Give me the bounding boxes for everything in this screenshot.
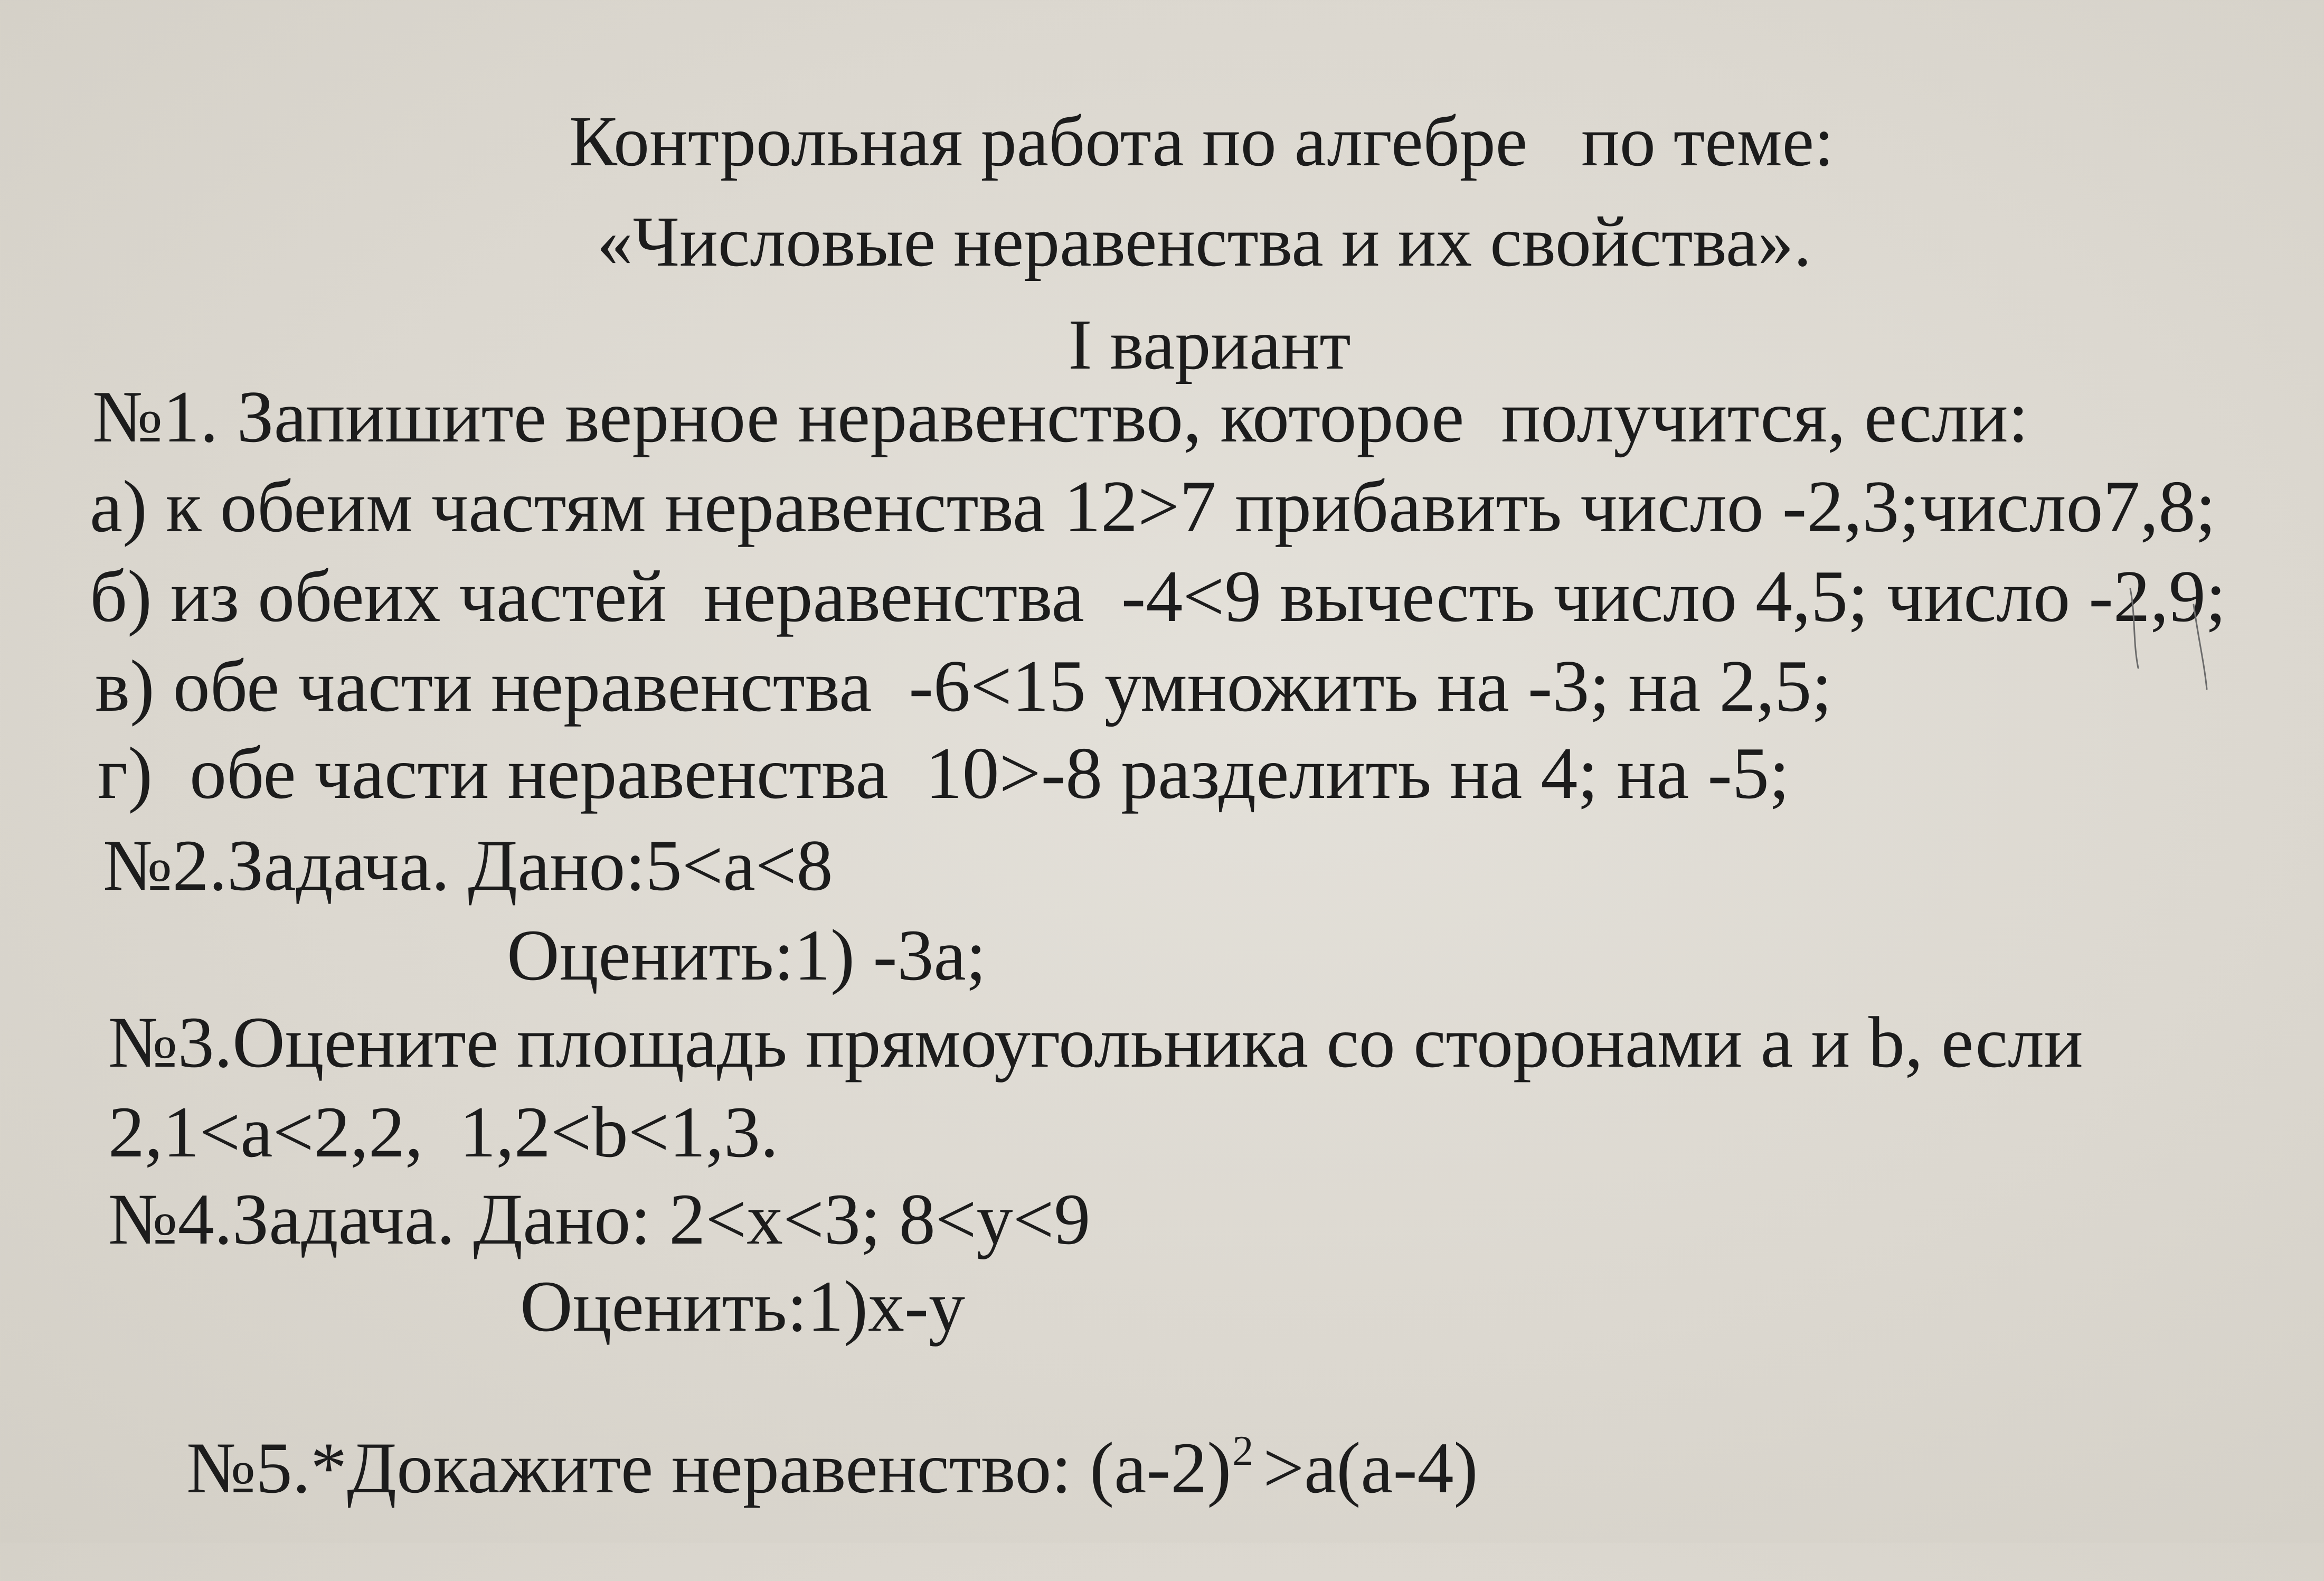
task4-estimate: Оценить:1)x-y <box>520 1266 965 1347</box>
task1-item-v: в) обе части неравенства -6<15 умножить на -3; на 2,5; <box>95 645 1832 727</box>
task1-item-a: а) к обеим частям неравенства 12>7 прибавить число -2,3;число7,8; <box>90 466 2216 548</box>
task1-item-g: г) обе части неравенства 10>-8 разделить на 4; на -5; <box>98 732 1790 814</box>
task3-line-1: №3.Оцените площадь прямоугольника со сторонами а и b, если <box>108 1002 2083 1083</box>
title-line-1: Контрольная работа по алгебре по теме: <box>569 102 1834 181</box>
task4-heading: №4.Задача. Дано: 2<x<3; 8<y<9 <box>108 1179 1091 1259</box>
variant-label: I вариант <box>1068 305 1351 384</box>
task2-heading: №2.Задача. Дано:5<a<8 <box>103 825 833 906</box>
task5-statement <box>114 1357 1478 1577</box>
task5-text: №5.*Докажите неравенство: (а-2) <box>186 1427 1232 1508</box>
title-line-2: «Числовые неравенства и их свойства». <box>597 202 1812 281</box>
task5-exponent: 2 <box>1232 1428 1254 1474</box>
task2-estimate: Оценить:1) -3а; <box>507 915 987 995</box>
task1-heading: №1. Запишите верное неравенство, которое получится, если: <box>92 376 2029 458</box>
task5-rhs: >а(а-4) <box>1263 1427 1478 1508</box>
task3-line-2: 2,1<a<2,2, 1,2<b<1,3. <box>108 1091 779 1172</box>
pen-mark-icon <box>2114 584 2209 694</box>
task1-item-b: б) из обеих частей неравенства -4<9 вычесть число 4,5; число -2,9; <box>90 556 2226 637</box>
